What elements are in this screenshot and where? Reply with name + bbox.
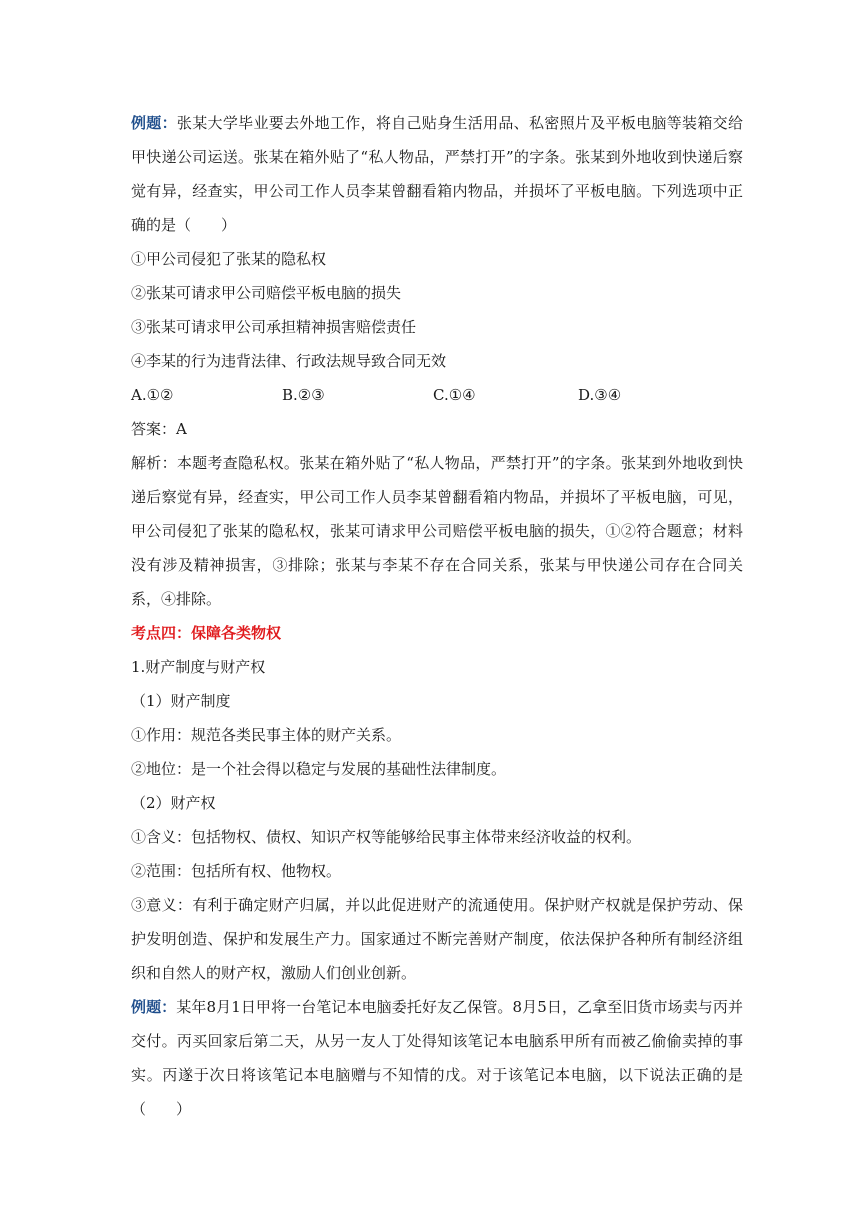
option-d: D.③④ <box>578 386 622 404</box>
subsection-title: 1.财产制度与财产权 <box>131 658 266 676</box>
example2-question <box>131 990 743 1126</box>
property-right-meaning: ③意义：有利于确定财产归属，并以此促进财产的流通使用。保护财产权就是保护劳动、保护发明创造、保护和发展生产力。国家通过不断完善财产制度，依法保护各种所有制经济组织和自然人的财产权，激励人们创业创新。 <box>131 896 743 982</box>
section-heading: 考点四：保障各类物权 <box>131 624 282 642</box>
statement-1: ①甲公司侵犯了张某的隐私权 <box>131 250 327 268</box>
answer: 答案：A <box>131 420 187 438</box>
option-b: B.②③ <box>282 386 325 404</box>
property-system-item-2: ②地位：是一个社会得以稳定与发展的基础性法律制度。 <box>131 760 507 778</box>
analysis: 解析：本题考查隐私权。张某在箱外贴了“私人物品，严禁打开”的字条。张某到外地收到快递后察觉有异，经查实，甲公司工作人员李某曾翻看箱内物品，并损坏了平板电脑，可见，甲公司侵犯了张某的隐私权，张某可请求甲公司赔偿平板电脑的损失，①②符合题意；材料没有涉及精神损害，③排除；张某与李某不存在合同关系，张某与甲快递公司存在合同关系，④排除。 <box>131 454 743 608</box>
answer-options <box>131 378 743 412</box>
subsection-property-system: （1）财产制度 <box>131 692 231 710</box>
example-label: 例题： <box>131 998 177 1016</box>
document-content <box>131 106 743 1126</box>
example2-question-text: 某年8月1日甲将一台笔记本电脑委托好友乙保管。8月5日，乙拿至旧货市场卖与丙并交付。丙买回家后第二天，从另一友人丁处得知该笔记本电脑系甲所有而被乙偷偷卖掉的事实。丙遂于次日将该笔记本电脑赠与不知情的戊。对于该笔记本电脑，以下说法正确的是（ ） <box>131 998 743 1118</box>
statement-2: ②张某可请求甲公司赔偿平板电脑的损失 <box>131 284 402 302</box>
subsection-property-right: （2）财产权 <box>131 794 216 812</box>
option-a: A.①② <box>131 386 174 404</box>
property-right-item-2: ②范围：包括所有权、他物权。 <box>131 862 342 880</box>
example1-question-text: 张某大学毕业要去外地工作，将自己贴身生活用品、私密照片及平板电脑等装箱交给甲快递公司运送。张某在箱外贴了“私人物品，严禁打开”的字条。张某到外地收到快递后察觉有异，经查实，甲公司工作人员李某曾翻看箱内物品，并损坏了平板电脑。下列选项中正确的是（ ） <box>131 114 743 234</box>
option-c: C.①④ <box>433 386 476 404</box>
statement-3: ③张某可请求甲公司承担精神损害赔偿责任 <box>131 318 417 336</box>
property-right-item-1: ①含义：包括物权、债权、知识产权等能够给民事主体带来经济收益的权利。 <box>131 828 642 846</box>
statement-4: ④李某的行为违背法律、行政法规导致合同无效 <box>131 352 447 370</box>
property-system-item-1: ①作用：规范各类民事主体的财产关系。 <box>131 726 402 744</box>
example-label: 例题： <box>131 114 177 132</box>
example1-question <box>131 106 743 242</box>
